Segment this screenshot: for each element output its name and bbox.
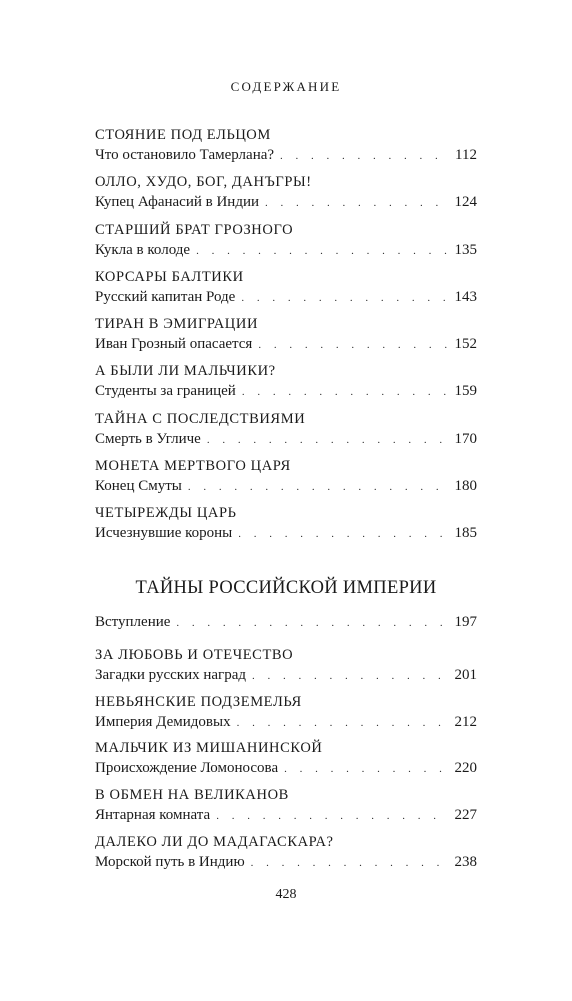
- toc-entry-title: ТАЙНА С ПОСЛЕДСТВИЯМИ: [95, 410, 306, 427]
- toc-entry-page: 143: [454, 288, 477, 305]
- dot-leader: [216, 806, 448, 827]
- contents-section-1: [95, 126, 477, 552]
- toc-entry: [95, 693, 477, 740]
- toc-entry: [95, 268, 477, 315]
- toc-entry-subtitle: Морской путь в Индию: [95, 853, 245, 870]
- toc-entry-title: ТИРАН В ЭМИГРАЦИИ: [95, 316, 259, 333]
- toc-entry: [95, 315, 477, 362]
- toc-entry-line: [95, 758, 477, 780]
- toc-entry-line: [95, 429, 477, 451]
- toc-entry-page: 227: [454, 807, 477, 824]
- toc-entry-title: А БЫЛИ ЛИ МАЛЬЧИКИ?: [95, 363, 276, 380]
- toc-entry-line: [95, 240, 477, 262]
- toc-entry: [95, 126, 477, 173]
- toc-entry: [95, 362, 477, 409]
- toc-entry-title: МОНЕТА МЕРТВОГО ЦАРЯ: [95, 458, 291, 475]
- toc-entry-subtitle: Конец Смуты: [95, 478, 182, 495]
- dot-leader: [188, 477, 449, 498]
- toc-entry-line: [95, 145, 477, 167]
- toc-entry-page: 135: [454, 241, 477, 258]
- toc-entry-subtitle: Иван Грозный опасается: [95, 336, 253, 353]
- dot-leader: [251, 853, 449, 874]
- toc-entry: [95, 646, 477, 693]
- dot-leader: [252, 666, 449, 687]
- toc-entry-subtitle: Купец Афанасий в Индии: [95, 194, 260, 211]
- toc-entry-line: [95, 665, 477, 687]
- toc-entry-title: МАЛЬЧИК ИЗ МИШАНИНСКОЙ: [95, 740, 323, 757]
- toc-entry-line: [95, 805, 477, 827]
- toc-entry-title: В ОБМЕН НА ВЕЛИКАНОВ: [95, 787, 289, 804]
- toc-entry-page: 124: [454, 194, 477, 211]
- toc-entry-line: [95, 381, 477, 403]
- toc-entry-line: [95, 523, 477, 545]
- toc-entry-line: [95, 192, 477, 214]
- toc-entry-page: 180: [454, 478, 477, 495]
- toc-entry-page: 152: [454, 336, 477, 353]
- toc-entry-title: ДАЛЕКО ЛИ ДО МАДАГАСКАРА?: [95, 833, 334, 850]
- part-title: ТАЙНЫ РОССИЙСКОЙ ИМПЕРИИ: [135, 578, 437, 598]
- toc-entry-title: ЗА ЛЮБОВЬ И ОТЕЧЕСТВО: [95, 647, 294, 663]
- toc-entry-line: [95, 852, 477, 874]
- toc-entry-subtitle: Исчезнувшие короны: [95, 525, 233, 542]
- toc-entry: [95, 221, 477, 268]
- toc-entry-subtitle: Вступление: [95, 614, 171, 630]
- toc-entry-subtitle: Империя Демидовых: [95, 713, 231, 730]
- toc-entry-subtitle: Кукла в колоде: [95, 241, 191, 258]
- page-number: 428: [275, 887, 297, 902]
- toc-entry-line: [95, 334, 477, 356]
- toc-entry-subtitle: Студенты за границей: [95, 383, 236, 400]
- toc-entry-title: НЕВЬЯНСКИЕ ПОДЗЕМЕЛЬЯ: [95, 693, 302, 710]
- contents-section-2: [95, 612, 477, 879]
- toc-entry: [95, 786, 477, 833]
- toc-entry-page: 112: [455, 147, 477, 163]
- toc-entry: [95, 457, 477, 504]
- toc-entry-page: 201: [454, 667, 477, 683]
- toc-entry-subtitle: Смерть в Угличе: [95, 430, 201, 447]
- dot-leader: [258, 335, 448, 356]
- toc-entry-page: 212: [454, 713, 477, 730]
- toc-entry: [95, 833, 477, 880]
- toc-entry-page: 159: [454, 383, 477, 400]
- toc-entry: [95, 739, 477, 786]
- toc-entry-subtitle: Что остановило Тамерлана?: [95, 147, 275, 163]
- toc-entry: [95, 504, 477, 551]
- toc-entry: [95, 173, 477, 220]
- toc-entry-page: 185: [454, 525, 477, 542]
- toc-entry-subtitle: Загадки русских наград: [95, 667, 246, 683]
- toc-entry-line: [95, 287, 477, 309]
- toc-entry-title: ОЛЛО, ХУДО, БОГ, ДАНЪГРЫ!: [95, 174, 312, 191]
- toc-entry-line: [95, 476, 477, 498]
- toc-entry: [95, 410, 477, 457]
- toc-entry-line: [95, 712, 477, 734]
- dot-leader: [238, 524, 448, 545]
- toc-entry-page: 220: [454, 760, 477, 777]
- toc-entry-line: [95, 612, 477, 634]
- dot-leader: [241, 288, 448, 309]
- dot-leader: [280, 146, 449, 167]
- toc-entry-title: ЧЕТЫРЕЖДЫ ЦАРЬ: [95, 505, 237, 522]
- toc-entry-subtitle: Происхождение Ломоносова: [95, 760, 279, 777]
- toc-entry-page: 197: [454, 614, 477, 630]
- dot-leader: [196, 241, 448, 262]
- toc-entry-subtitle: Янтарная комната: [95, 807, 211, 824]
- toc-entry-page: 170: [454, 430, 477, 447]
- dot-leader: [176, 613, 448, 634]
- contents-heading: СОДЕРЖАНИЕ: [230, 79, 342, 94]
- dot-leader: [237, 713, 449, 734]
- dot-leader: [265, 193, 448, 214]
- dot-leader: [242, 382, 449, 403]
- toc-entry-page: 238: [454, 853, 477, 870]
- dot-leader: [284, 759, 448, 780]
- toc-entry-intro: [95, 612, 477, 646]
- toc-entry-title: СТАРШИЙ БРАТ ГРОЗНОГО: [95, 221, 294, 238]
- toc-entry-subtitle: Русский капитан Роде: [95, 288, 236, 305]
- toc-entry-title: СТОЯНИЕ ПОД ЕЛЬЦОМ: [95, 127, 271, 143]
- toc-entry-title: КОРСАРЫ БАЛТИКИ: [95, 268, 244, 285]
- dot-leader: [207, 430, 449, 451]
